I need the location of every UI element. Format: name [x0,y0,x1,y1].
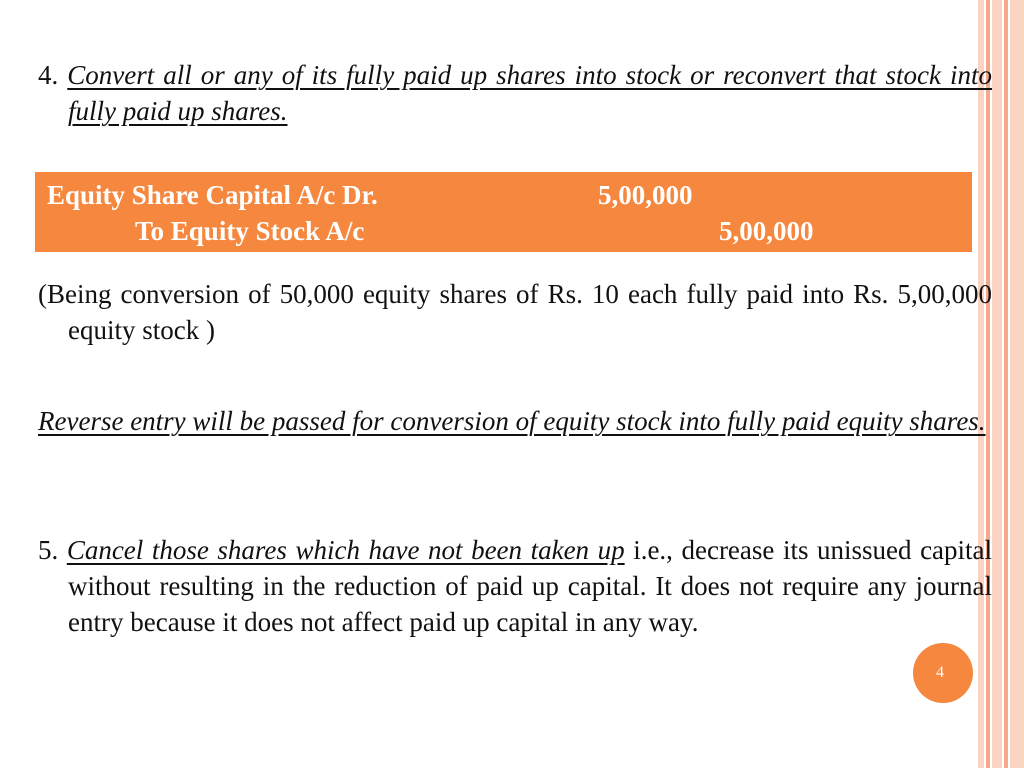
item-4-number: 4. [38,60,59,90]
item-5-paragraph [38,532,992,640]
item-5-heading: Cancel those shares which have not been taken up [66,535,625,565]
item-5-number: 5. [38,535,59,565]
item-4-heading: Convert all or any of its fully paid up shares into stock or reconvert that stock into fully paid up shares. [67,60,993,126]
item-5-body: i.e., decrease its unissued capital without resulting in the reduction of paid up capital. It does not require any journal entry because it does not affect paid up capital in any way. [68,535,993,637]
reverse-entry-note [38,403,992,439]
debit-amount: 5,00,000 [598,180,693,210]
reverse-entry-text: Reverse entry will be passed for conversion of equity stock into fully paid equity shares. [38,406,986,436]
narration: (Being conversion of 50,000 equity shares of Rs. 10 each fully paid into Rs. 5,00,000 equity stock ) [38,279,992,345]
item-4-paragraph [38,57,992,129]
journal-entry-box [35,172,972,252]
credit-account: To Equity Stock A/c [135,216,365,246]
credit-amount: 5,00,000 [719,216,814,246]
debit-account: Equity Share Capital A/c Dr. [47,180,378,210]
page-number: 4 [936,664,944,681]
